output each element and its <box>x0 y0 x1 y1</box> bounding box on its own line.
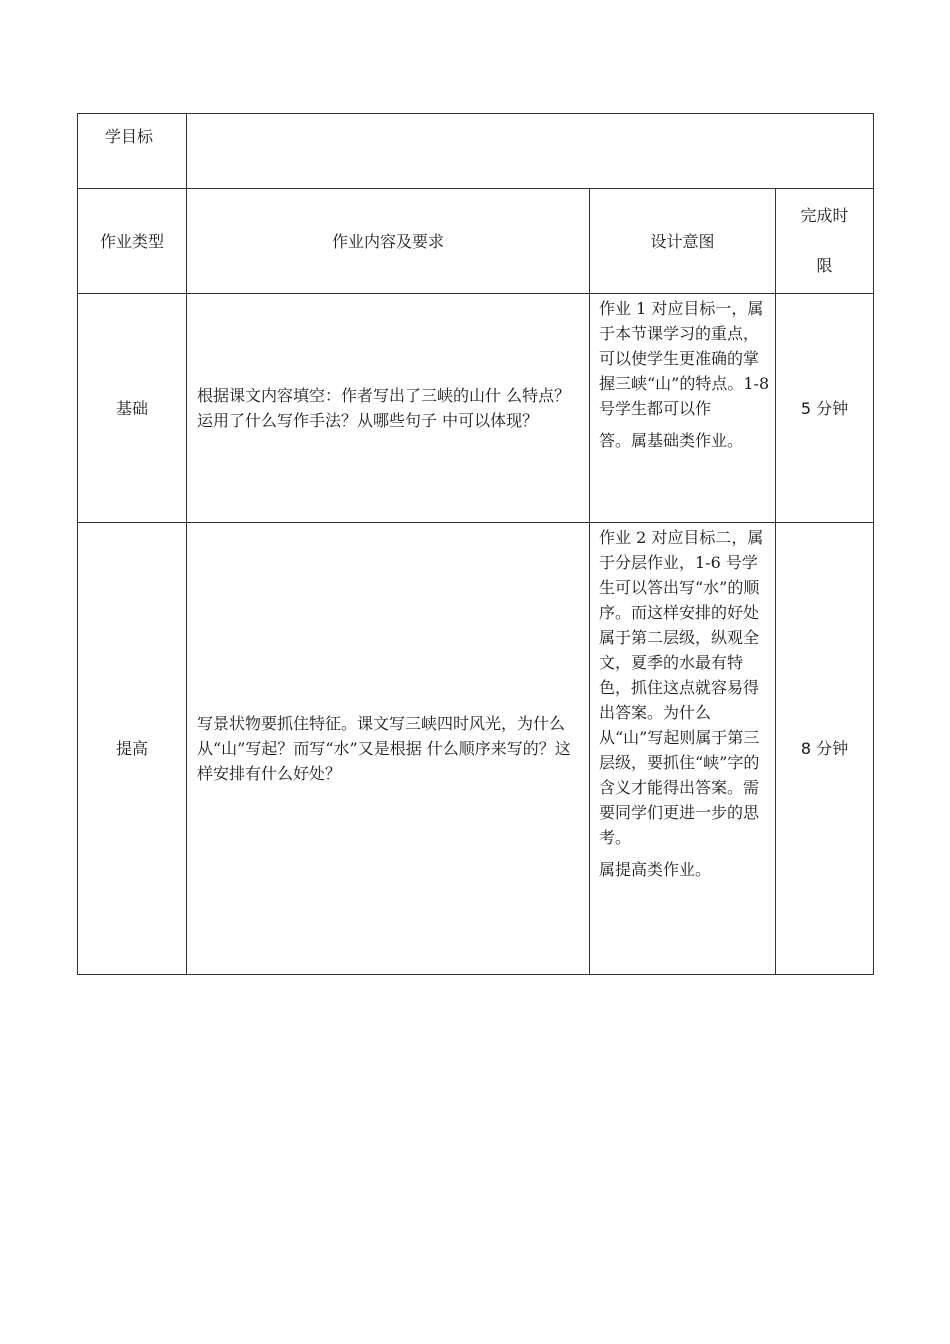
table-row-1-type-cell <box>78 294 187 523</box>
table-row-2-time-cell <box>776 523 873 974</box>
table-row-2-time: 8 分钟 <box>800 739 849 758</box>
goal-label-cell <box>78 114 187 189</box>
header-time-line1: 完成时 <box>800 206 849 225</box>
table-row-1-time: 5 分钟 <box>800 398 849 418</box>
header-intent-cell <box>590 189 776 294</box>
table-row-1-content-cell <box>187 294 590 523</box>
table-row-2-intent-cell <box>590 523 776 974</box>
table-row-1-time-cell <box>776 294 873 523</box>
table-row-2-content: 写景状物要抓住特征。课文写三峡四时风光，为什么从“山”写起？而写“水”又是根据 什么顺序来写的？这样安排有什么好处？ <box>197 714 571 783</box>
header-content: 作业内容及要求 <box>331 231 444 251</box>
header-type-cell <box>78 189 187 294</box>
table-row-1-type: 基础 <box>115 398 148 418</box>
table-row-2-intent-tail: 属提高类作业。 <box>599 860 712 879</box>
goal-value-cell <box>187 114 873 189</box>
header-content-cell <box>187 189 590 294</box>
table-row-1-content: 根据课文内容填空：作者写出了三峡的山什 么特点？运用了什么写作手法？从哪些句子 中可以体现？ <box>197 386 571 430</box>
header-intent: 设计意图 <box>650 231 715 251</box>
table-row-2-type: 提高 <box>115 739 148 758</box>
header-time-line2: 限 <box>816 256 833 275</box>
table-row-1-intent-tail: 答。属基础类作业。 <box>599 431 744 450</box>
table-row-2-content-cell <box>187 523 590 974</box>
header-time-cell <box>776 189 873 294</box>
table-row-2-intent: 作业 2 对应目标二，属于分层作业，1-6 号学生可以答出写“水”的顺序。而这样安排的好处属于第二层级，纵观全文，夏季的水最有特色，抓住这点就容易得出答案。为什么从“山”写起则属于第三层级，要抓住“峡”字的含义才能得出答案。需要同学们更进一步的思考。 <box>599 528 764 847</box>
homework-design-table <box>77 113 874 975</box>
table-row-2-type-cell <box>78 523 187 974</box>
table-row-1-intent-cell <box>590 294 776 523</box>
header-type: 作业类型 <box>99 231 164 251</box>
table-row-1-intent: 作业 1 对应目标一，属于本节课学习的重点，可以使学生更准确的掌握三峡“山”的特点。1-8 号学生都可以作 <box>599 299 770 418</box>
goal-label: 学目标 <box>105 127 154 146</box>
